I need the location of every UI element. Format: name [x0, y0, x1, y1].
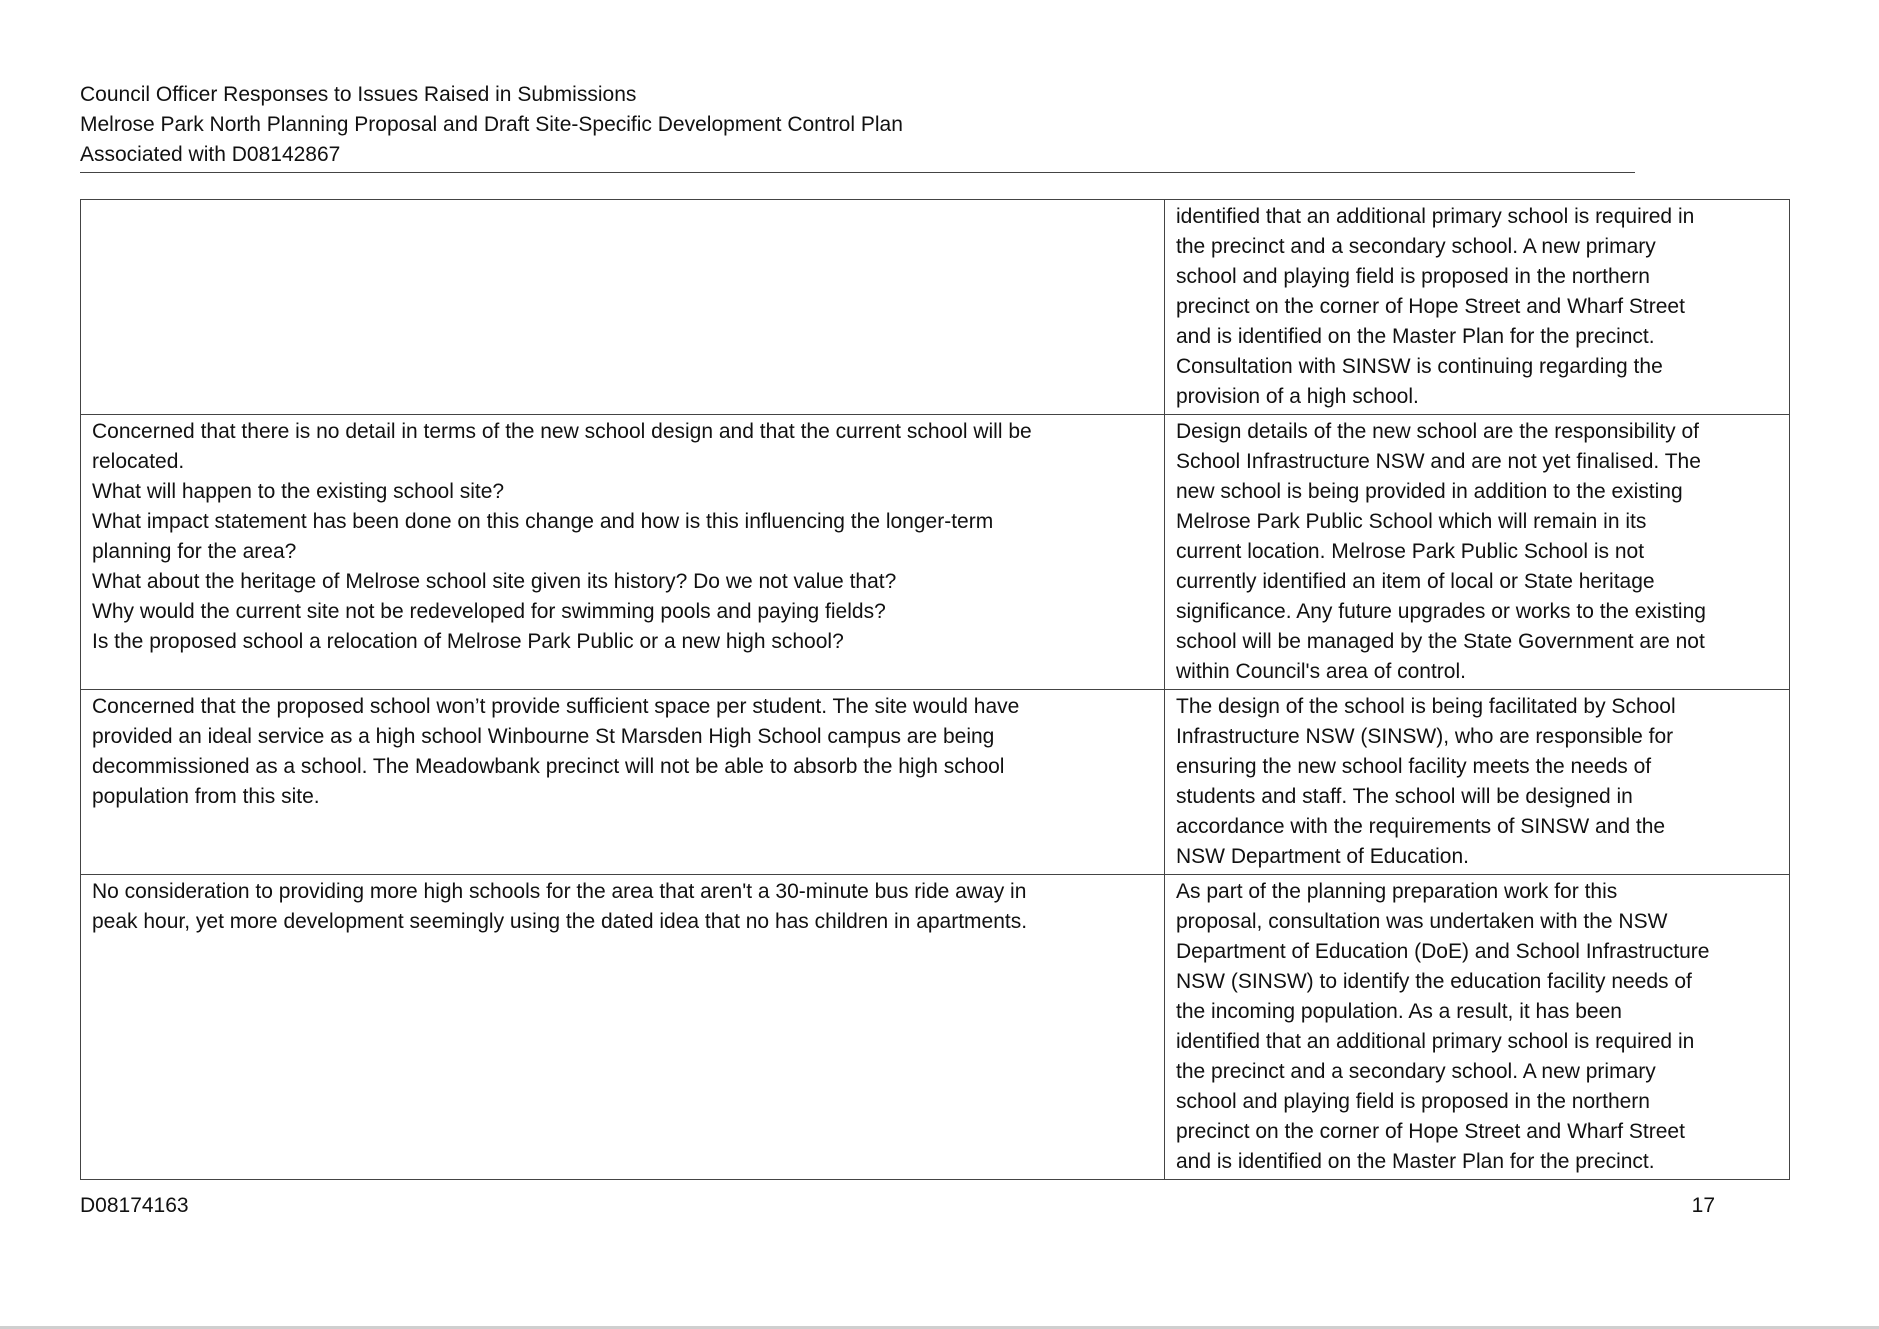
issue-line: Concerned that there is no detail in terms of the new school design and that the current school will be — [92, 420, 1032, 443]
header-reference: Associated with D08142867 — [80, 143, 341, 166]
response-line: students and staff. The school will be designed in — [1176, 785, 1633, 808]
response-cell — [1165, 200, 1790, 415]
response-line: the incoming population. As a result, it has been — [1176, 1000, 1622, 1023]
response-line: and is identified on the Master Plan for the precinct. — [1176, 325, 1655, 348]
response-cell — [1165, 875, 1790, 1180]
response-line: precinct on the corner of Hope Street and Wharf Street — [1176, 295, 1685, 318]
response-line: provision of a high school. — [1176, 385, 1419, 408]
issue-line: provided an ideal service as a high school Winbourne St Marsden High School campus are being — [92, 725, 995, 748]
issue-cell — [81, 415, 1165, 690]
response-line: School Infrastructure NSW and are not yet finalised. The — [1176, 450, 1701, 473]
response-line: identified that an additional primary school is required in — [1176, 1030, 1695, 1053]
response-line: the precinct and a secondary school. A new primary — [1176, 1060, 1656, 1083]
response-line: and is identified on the Master Plan for the precinct. — [1176, 1150, 1655, 1173]
response-line: the precinct and a secondary school. A new primary — [1176, 235, 1656, 258]
response-line: proposal, consultation was undertaken with the NSW — [1176, 910, 1668, 933]
table-row — [81, 200, 1790, 415]
issue-line: Is the proposed school a relocation of Melrose Park Public or a new high school? — [92, 630, 844, 653]
response-line: NSW (SINSW) to identify the education facility needs of — [1176, 970, 1692, 993]
response-line: Design details of the new school are the responsibility of — [1176, 420, 1699, 443]
response-line: school will be managed by the State Government are not — [1176, 630, 1705, 653]
issue-cell — [81, 875, 1165, 1180]
response-line: school and playing field is proposed in the northern — [1176, 1090, 1650, 1113]
response-line: The design of the school is being facilitated by School — [1176, 695, 1676, 718]
issue-line: Concerned that the proposed school won’t provide sufficient space per student. The site would have — [92, 695, 1020, 718]
issue-cell — [81, 690, 1165, 875]
response-line: Department of Education (DoE) and School Infrastructure — [1176, 940, 1710, 963]
issue-line: No consideration to providing more high schools for the area that aren't a 30-minute bus ride away in — [92, 880, 1027, 903]
response-line: precinct on the corner of Hope Street and Wharf Street — [1176, 1120, 1685, 1143]
issue-line: What impact statement has been done on this change and how is this influencing the longer-term — [92, 510, 994, 533]
response-line: As part of the planning preparation work for this — [1176, 880, 1618, 903]
response-line: Infrastructure NSW (SINSW), who are responsible for — [1176, 725, 1674, 748]
response-line: NSW Department of Education. — [1176, 845, 1469, 868]
response-line: Melrose Park Public School which will remain in its — [1176, 510, 1647, 533]
header-subtitle: Melrose Park North Planning Proposal and Draft Site-Specific Development Control Plan — [80, 113, 903, 136]
issue-line: peak hour, yet more development seemingly using the dated idea that no has children in apartments. — [92, 910, 1028, 933]
response-line: significance. Any future upgrades or works to the existing — [1176, 600, 1706, 623]
table-row — [81, 875, 1790, 1180]
response-line: within Council's area of control. — [1176, 660, 1466, 683]
issue-line: decommissioned as a school. The Meadowbank precinct will not be able to absorb the high school — [92, 755, 1005, 778]
response-line: currently identified an item of local or State heritage — [1176, 570, 1655, 593]
issue-line: population from this site. — [92, 785, 320, 808]
issue-line: relocated. — [92, 450, 185, 473]
issue-cell — [81, 200, 1165, 415]
issue-line: What will happen to the existing school site? — [92, 480, 505, 503]
response-line: new school is being provided in addition to the existing — [1176, 480, 1683, 503]
issue-line: planning for the area? — [92, 540, 297, 563]
response-cell — [1165, 690, 1790, 875]
page-number: 17 — [1691, 1194, 1715, 1217]
response-line: current location. Melrose Park Public School is not — [1176, 540, 1645, 563]
page-header — [80, 80, 1635, 173]
table-row — [81, 415, 1790, 690]
document-id: D08174163 — [80, 1194, 189, 1217]
header-title: Council Officer Responses to Issues Raised in Submissions — [80, 83, 637, 106]
response-line: Consultation with SINSW is continuing regarding the — [1176, 355, 1663, 378]
response-line: ensuring the new school facility meets the needs of — [1176, 755, 1652, 778]
submissions-table — [80, 199, 1790, 1180]
response-line: identified that an additional primary school is required in — [1176, 205, 1695, 228]
table-row — [81, 690, 1790, 875]
response-line: school and playing field is proposed in the northern — [1176, 265, 1650, 288]
response-line: accordance with the requirements of SINSW and the — [1176, 815, 1666, 838]
issue-line: Why would the current site not be redeveloped for swimming pools and paying fields? — [92, 600, 886, 623]
issue-line: What about the heritage of Melrose school site given its history? Do we not value that? — [92, 570, 897, 593]
response-cell — [1165, 415, 1790, 690]
